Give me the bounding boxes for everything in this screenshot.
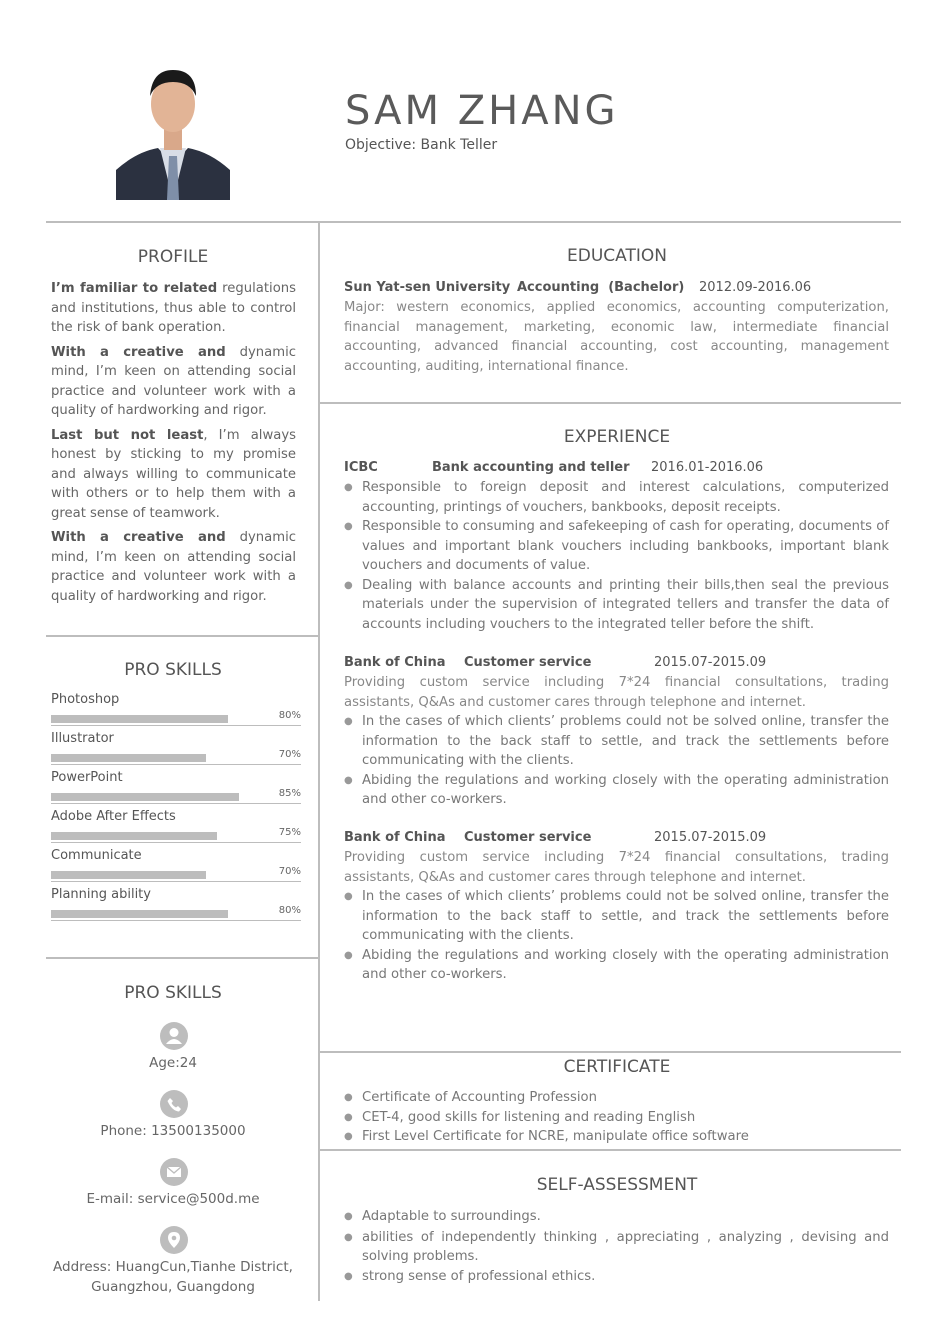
- experience-title: EXPERIENCE: [563, 427, 671, 447]
- skill-percent: 80%: [278, 905, 301, 916]
- job-bullet: ● In the cases of which clients’ problems could not be solved online, transfer the information to the back staff to settle, and track the settlements before communicating with the clients.: [344, 712, 889, 771]
- skill-bar-track: [51, 842, 301, 843]
- skill-label: Communicate: [51, 848, 142, 863]
- left-divider-1: [46, 635, 320, 637]
- job-dates: 2015.07-2015.09: [654, 655, 767, 670]
- job-details: [344, 848, 889, 985]
- job-role: Bank accounting and teller: [432, 460, 630, 475]
- column-divider: [318, 221, 320, 1301]
- profile-paragraph: With a creative and dynamic mind, I’m keen on attending social practice and volunteer work with a quality of hardworking and rigor.: [51, 530, 297, 604]
- education-major: Major: western economics, applied economics, accounting computerization, financial management, marketing, economic law, intermediate financial accounting, advanced financial accounting, cost accounting, management accounting, auditing, international finance.: [344, 300, 889, 374]
- location-icon: [160, 1226, 188, 1254]
- job-dates: 2016.01-2016.06: [651, 460, 764, 475]
- skill-row: [51, 809, 301, 848]
- certificate-item: ● Certificate of Accounting Profession: [344, 1088, 889, 1108]
- certificate-item: ● First Level Certificate for NCRE, manipulate office software: [344, 1127, 889, 1147]
- contact-title: PRO SKILLS: [124, 983, 222, 1003]
- job-dates: 2015.07-2015.09: [654, 830, 767, 845]
- profile-paragraph: Last but not least, I’m always honest by sticking to my promise and always willing to communicate with others or to help them with a great sense of teamwork.: [51, 427, 296, 521]
- skill-bar-track: [51, 803, 301, 804]
- profile-body: [51, 279, 296, 606]
- skill-bar-fill: [51, 793, 239, 801]
- address-line-2: Guangzhou, Guangdong: [91, 1278, 255, 1295]
- profile-photo: [116, 52, 230, 200]
- skill-row: [51, 848, 301, 887]
- mail-icon: [160, 1158, 188, 1186]
- skill-row: [51, 731, 301, 770]
- job-company: ICBC: [344, 460, 378, 475]
- skill-bar-track: [51, 764, 301, 765]
- self-assessment-item: ● strong sense of professional ethics.: [344, 1267, 889, 1287]
- skill-percent: 75%: [278, 827, 301, 838]
- email-text: E-mail: service@500d.me: [86, 1191, 260, 1207]
- right-divider-3: [320, 1149, 901, 1151]
- skill-bar-track: [51, 920, 301, 921]
- left-divider-2: [46, 957, 320, 959]
- job-role: Customer service: [464, 830, 592, 845]
- job-bullet: ● In the cases of which clients’ problems could not be solved online, transfer the information to the back staff to settle, and track the settlements before communicating with the clients.: [344, 887, 889, 946]
- top-divider: [46, 221, 901, 223]
- job-intro: Providing custom service including 7*24 financial consultations, trading assistants, Q&As and customer cares through telephone and internet.: [344, 850, 889, 885]
- skill-bar-fill: [51, 871, 206, 879]
- right-divider-2: [320, 1051, 901, 1053]
- user-icon: [160, 1022, 188, 1050]
- profile-title: PROFILE: [137, 247, 209, 267]
- address-line-1: Address: HuangCun,Tianhe District,: [53, 1259, 293, 1275]
- skill-row: [51, 887, 301, 926]
- certificate-list: [344, 1088, 889, 1147]
- skill-percent: 70%: [278, 749, 301, 760]
- skill-label: Illustrator: [51, 731, 114, 746]
- education-school: Sun Yat-sen University: [344, 280, 511, 295]
- skill-label: PowerPoint: [51, 770, 123, 785]
- self-assessment-list: [344, 1207, 889, 1286]
- candidate-name: SAM ZHANG: [345, 88, 619, 134]
- skill-percent: 80%: [278, 710, 301, 721]
- skill-bar-track: [51, 881, 301, 882]
- job-role: Customer service: [464, 655, 592, 670]
- skill-label: Photoshop: [51, 692, 120, 707]
- education-title: EDUCATION: [567, 246, 667, 266]
- skills-title: PRO SKILLS: [124, 660, 222, 680]
- skill-bar-fill: [51, 715, 228, 723]
- education-dates: 2012.09-2016.06: [699, 280, 812, 295]
- phone-icon: [160, 1090, 188, 1118]
- profile-paragraph: I’m familiar to related regulations and institutions, thus able to control the risk of bank operation.: [51, 281, 296, 335]
- skill-row: [51, 770, 301, 809]
- job-bullet: ● Responsible to foreign deposit and interest calculations, computerized accounting, printings of vouchers, bankbooks, deposit receipts.: [344, 478, 889, 517]
- job-bullet: ● Dealing with balance accounts and printing their bills,then seal the previous materials under the supervision of integrated tellers and transfer the data of accounts including vouchers to the integrated teller before the shift.: [344, 576, 889, 635]
- skill-label: Planning ability: [51, 887, 151, 902]
- certificate-title: CERTIFICATE: [563, 1057, 671, 1077]
- phone-text: Phone: 13500135000: [100, 1123, 246, 1139]
- skill-bar-fill: [51, 910, 228, 918]
- job-bullets: [344, 478, 889, 634]
- job-bullet: ● Abiding the regulations and working closely with the operating administration and other co-workers.: [344, 946, 889, 985]
- skill-bar-track: [51, 725, 301, 726]
- address-text: [46, 1258, 300, 1297]
- skill-bar-fill: [51, 832, 217, 840]
- self-assessment-title: SELF-ASSESSMENT: [536, 1175, 698, 1195]
- self-assessment-item: ● abilities of independently thinking , appreciating , analyzing , devising and solving problems.: [344, 1228, 889, 1267]
- skill-bar-fill: [51, 754, 206, 762]
- age-text: Age:24: [149, 1055, 197, 1071]
- job-intro: Providing custom service including 7*24 financial consultations, trading assistants, Q&As and customer cares through telephone and internet.: [344, 675, 889, 710]
- objective: Objective: Bank Teller: [345, 137, 498, 153]
- skill-percent: 70%: [278, 866, 301, 877]
- profile-paragraph: With a creative and dynamic mind, I’m keen on attending social practice and volunteer work with a quality of hardworking and rigor.: [51, 344, 297, 418]
- job-bullet: ● Abiding the regulations and working closely with the operating administration and other co-workers.: [344, 771, 889, 810]
- job-company: Bank of China: [344, 830, 446, 845]
- skill-percent: 85%: [278, 788, 301, 799]
- job-company: Bank of China: [344, 655, 446, 670]
- skill-label: Adobe After Effects: [51, 809, 176, 824]
- job-bullet: ● Responsible to consuming and safekeeping of cash for operating, documents of values and important blank vouchers including bankbooks, important blank vouchers and documents of value.: [344, 517, 889, 576]
- education-degree: Accounting (Bachelor): [517, 280, 685, 295]
- self-assessment-item: ● Adaptable to surroundings.: [344, 1207, 889, 1227]
- right-divider-1: [320, 402, 901, 404]
- skill-row: [51, 692, 301, 731]
- job-details: [344, 673, 889, 810]
- certificate-item: ● CET-4, good skills for listening and reading English: [344, 1108, 889, 1128]
